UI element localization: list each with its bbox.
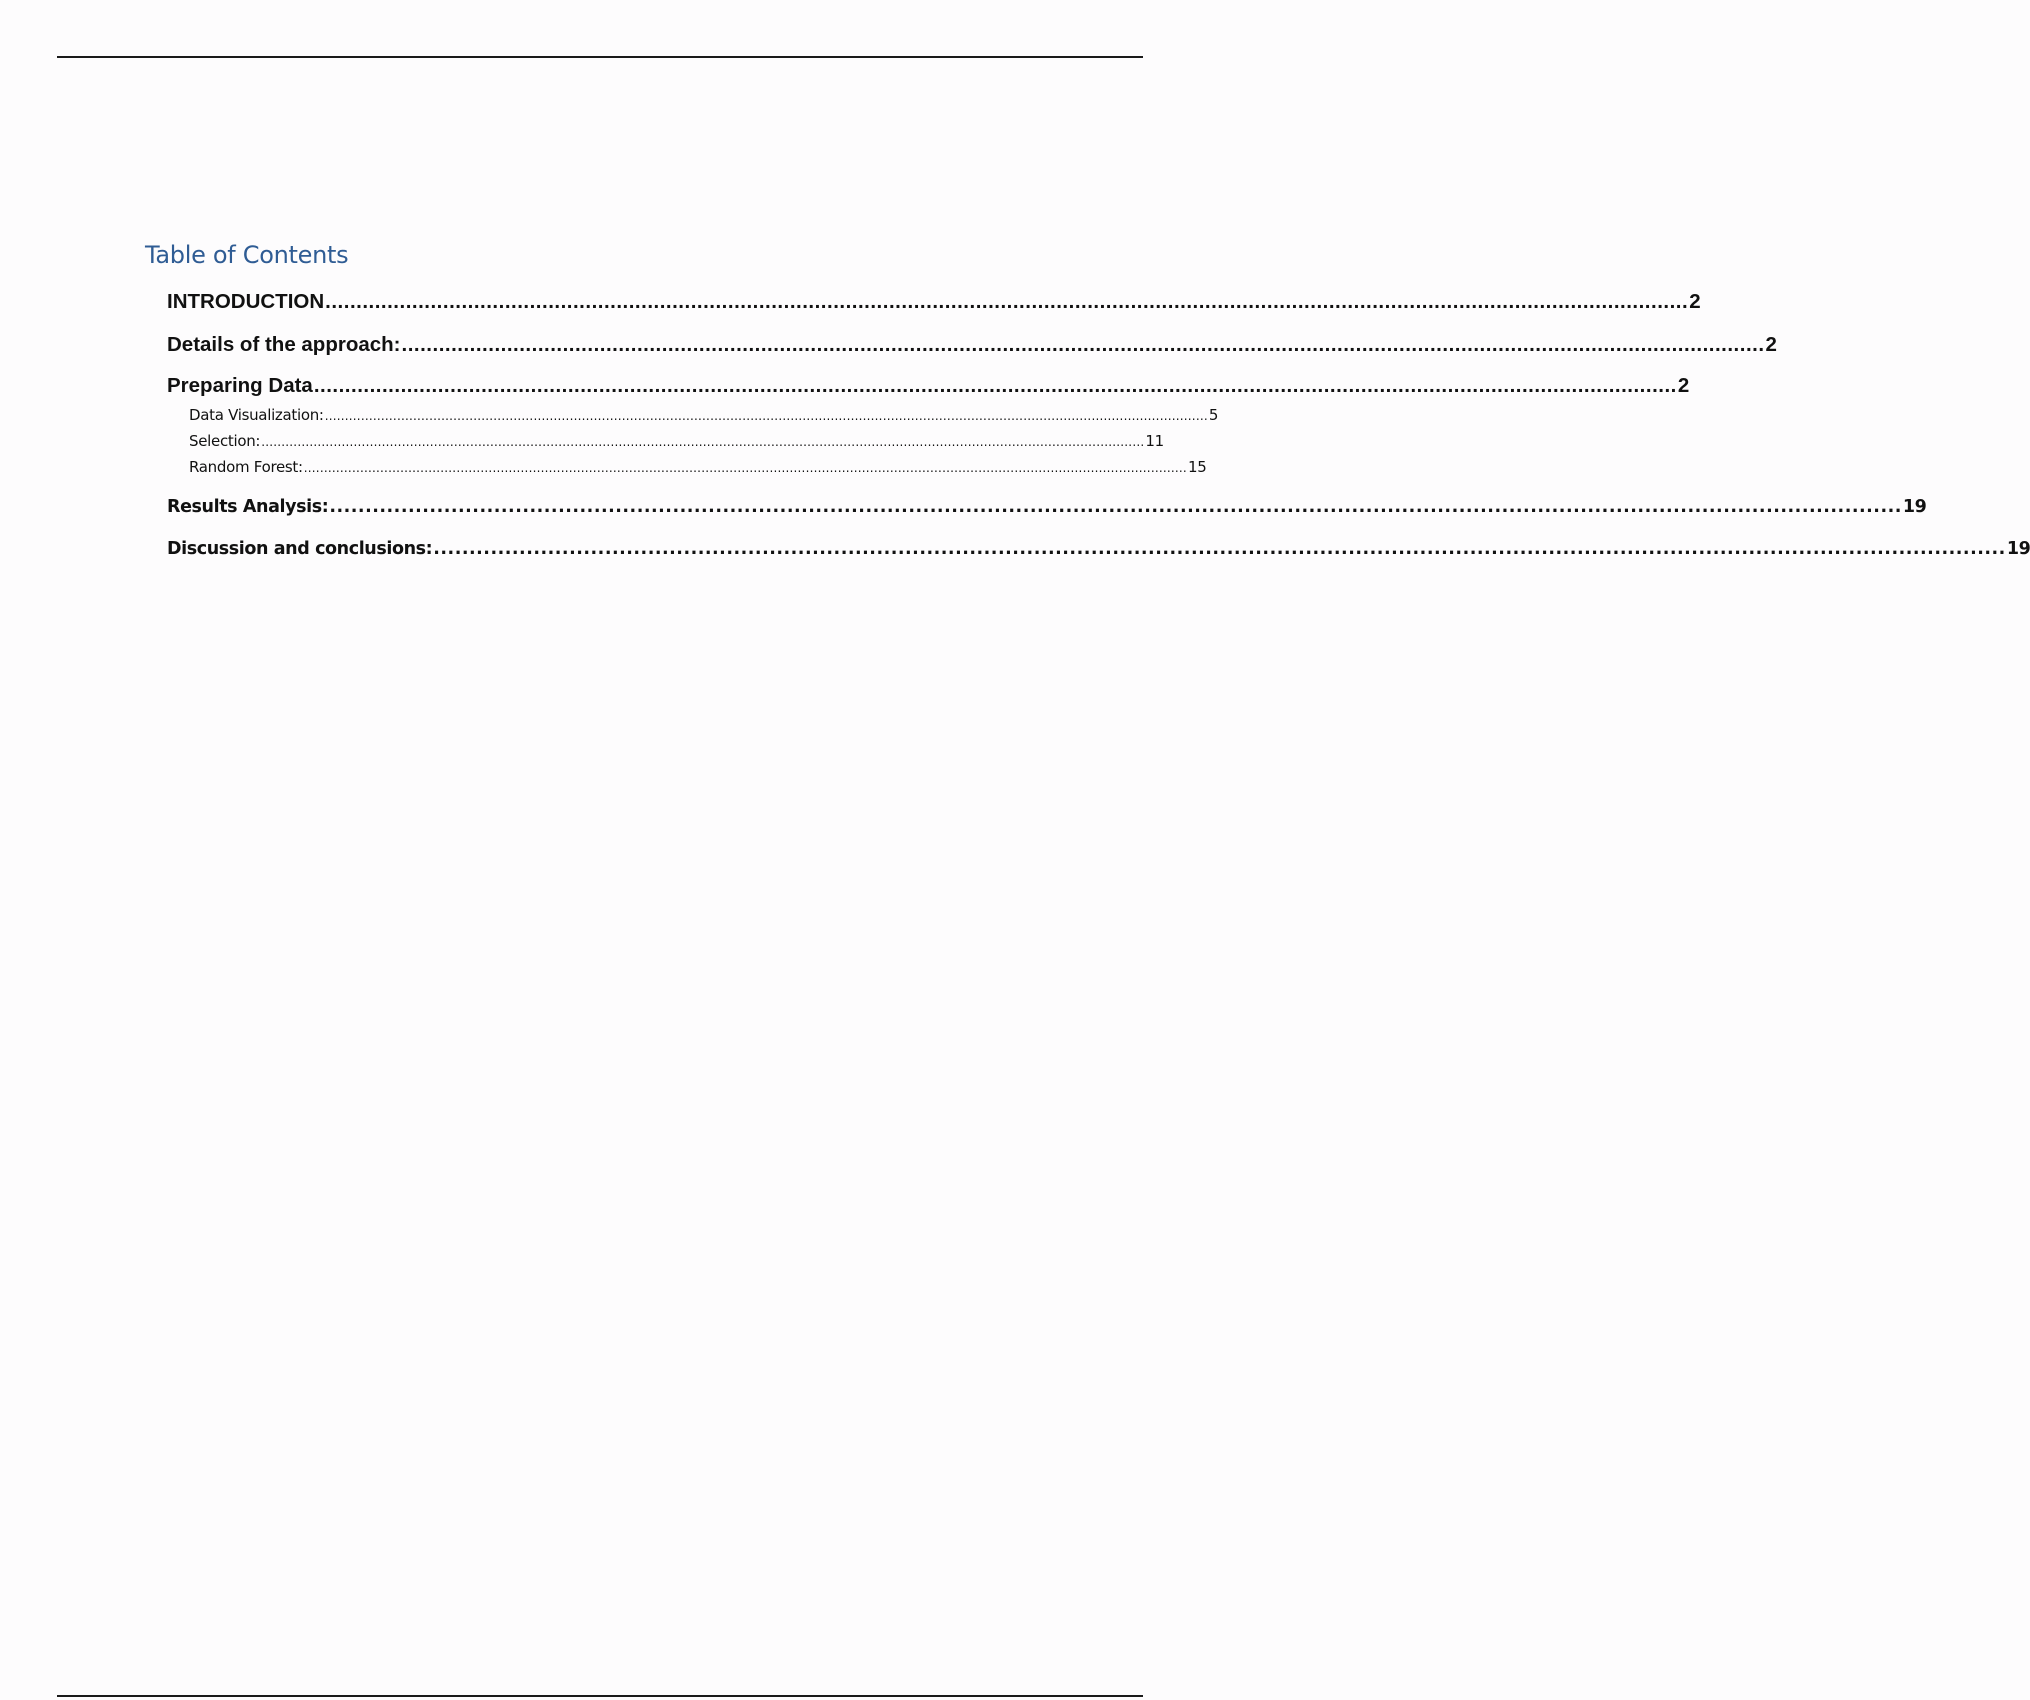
toc-entry[interactable]	[167, 333, 1777, 357]
toc-entry-leader: ............................................................................................................................................................................................................................	[324, 409, 1208, 423]
toc-entry-title: Selection:	[189, 432, 261, 450]
toc-entry-title: Preparing Data	[167, 374, 313, 397]
toc-entry[interactable]	[167, 290, 1701, 314]
toc-entry-title: Details of the approach:	[167, 333, 401, 356]
header-rule	[57, 56, 1143, 58]
toc-entry-title: Random Forest:	[189, 458, 303, 476]
toc-entry[interactable]	[167, 497, 1927, 517]
toc-entry-leader: ............................................................................................................................................................................................................................	[401, 333, 1765, 356]
toc-subentry[interactable]	[167, 432, 1164, 450]
toc-subentry[interactable]	[167, 458, 1207, 476]
footer-rule	[57, 1695, 1143, 1697]
toc-entry-page: 19	[1902, 497, 1927, 517]
toc-entry-leader: ............................................................................................................................................................................................................................	[329, 497, 1902, 517]
toc-entry-leader: ............................................................................................................................................................................................................................	[261, 435, 1145, 449]
toc-entry-page: 2	[1689, 290, 1701, 313]
toc-subentry[interactable]	[167, 406, 1219, 424]
toc-entry-page: 11	[1145, 432, 1164, 450]
toc-entry-page: 15	[1187, 458, 1207, 476]
toc-entry-leader: ............................................................................................................................................................................................................................	[325, 290, 1689, 313]
toc-entry-title: Data Visualization:	[189, 406, 324, 424]
toc-entry-title: INTRODUCTION	[167, 290, 325, 313]
toc-entry-leader: ............................................................................................................................................................................................................................	[433, 539, 2006, 559]
toc-entry-title: Results Analysis:	[167, 497, 329, 517]
toc-entry-leader: ............................................................................................................................................................................................................................	[303, 461, 1187, 475]
toc-heading: Table of Contents	[145, 241, 349, 269]
toc-entry-page: 2	[1677, 374, 1690, 397]
toc-entry-page: 5	[1208, 406, 1219, 424]
toc-entry-page: 19	[2006, 539, 2030, 559]
toc-entry[interactable]	[167, 539, 2030, 559]
toc-entry-page: 2	[1765, 333, 1777, 356]
toc-entry-title: Discussion and conclusions:	[167, 539, 433, 559]
toc-entry[interactable]	[167, 374, 1690, 398]
toc-entry-leader: ............................................................................................................................................................................................................................	[313, 374, 1677, 397]
